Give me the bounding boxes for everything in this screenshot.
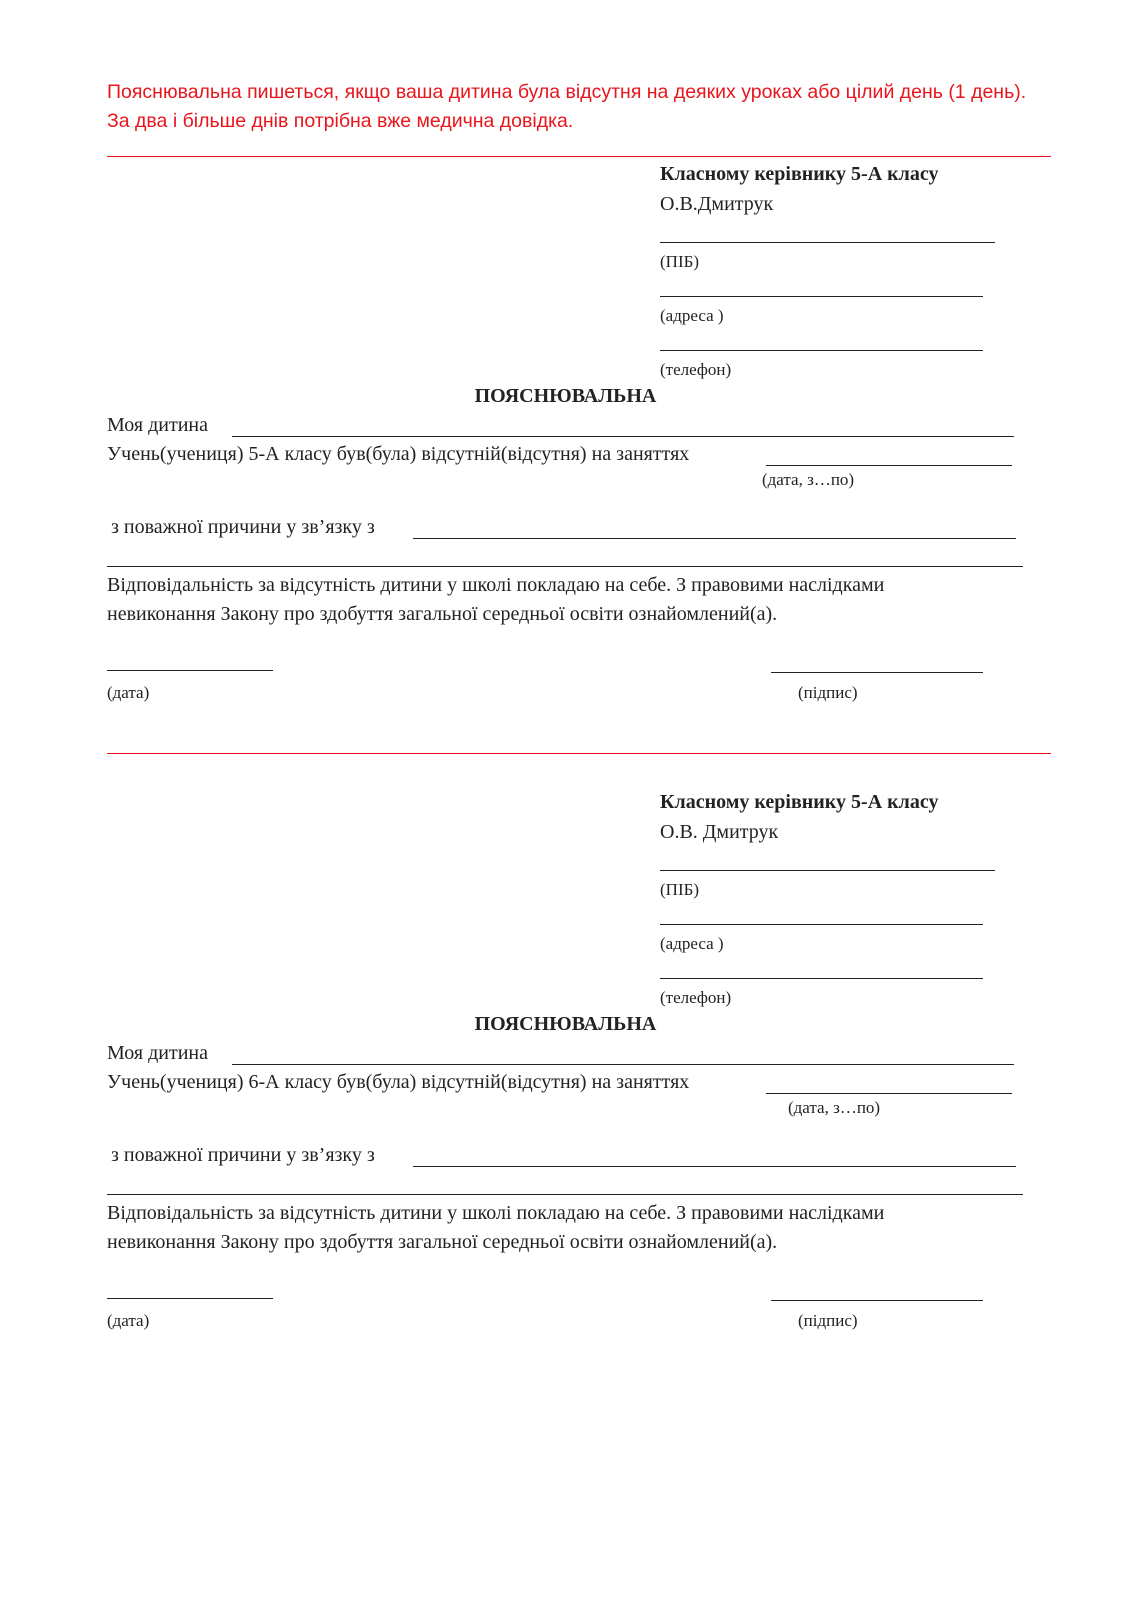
responsibility-text-2: невиконання Закону про здобуття загальної середньої освіти ознайомлений(а). <box>107 1231 778 1253</box>
phone-field-label: (телефон) <box>660 988 732 1007</box>
date-label: (дата) <box>107 683 150 702</box>
child-name-line[interactable] <box>232 1064 1014 1065</box>
signature-label: (підпис) <box>798 683 858 702</box>
date-line[interactable] <box>107 670 273 671</box>
responsibility-text-2: невиконання Закону про здобуття загальної середньої освіти ознайомлений(а). <box>107 603 778 625</box>
phone-field-line[interactable] <box>660 978 983 979</box>
teacher-name: О.В. Дмитрук <box>660 821 779 843</box>
my-child-label: Моя дитина <box>107 414 209 436</box>
reason-label: з поважної причини у зв’язку з <box>111 1144 375 1166</box>
teacher-name: О.В.Дмитрук <box>660 193 774 215</box>
signature-label: (підпис) <box>798 1311 858 1330</box>
name-field-line[interactable] <box>660 242 995 243</box>
address-field-line[interactable] <box>660 296 983 297</box>
responsibility-text-1: Відповідальність за відсутність дитини у школі покладаю на себе. З правовими наслідками <box>107 574 885 596</box>
reason-line-2[interactable] <box>107 566 1023 567</box>
absence-dates-line[interactable] <box>766 465 1012 466</box>
form-title: ПОЯСНЮВАЛЬНА <box>474 385 657 407</box>
cut-line-top <box>107 156 1051 157</box>
signature-line[interactable] <box>771 1300 983 1301</box>
cut-line-middle <box>107 753 1051 754</box>
student-absence-text: Учень(учениця) 6-А класу був(була) відсутній(відсутня) на заняттях <box>107 1071 690 1093</box>
form-title: ПОЯСНЮВАЛЬНА <box>474 1013 657 1035</box>
reason-label: з поважної причини у зв’язку з <box>111 516 375 538</box>
name-field-line[interactable] <box>660 870 995 871</box>
reason-line-2[interactable] <box>107 1194 1023 1195</box>
signature-line[interactable] <box>771 672 983 673</box>
address-field-line[interactable] <box>660 924 983 925</box>
my-child-label: Моя дитина <box>107 1042 209 1064</box>
child-name-line[interactable] <box>232 436 1014 437</box>
name-field-label: (ПІБ) <box>660 252 700 271</box>
reason-line[interactable] <box>413 1166 1016 1167</box>
date-range-label: (дата, з…по) <box>788 1098 881 1117</box>
absence-dates-line[interactable] <box>766 1093 1012 1094</box>
date-line[interactable] <box>107 1298 273 1299</box>
date-label: (дата) <box>107 1311 150 1330</box>
address-field-label: (адреса ) <box>660 306 724 325</box>
phone-field-label: (телефон) <box>660 360 732 379</box>
name-field-label: (ПІБ) <box>660 880 700 899</box>
addressee: Класному керівнику 5-А класу <box>660 163 939 185</box>
student-absence-text: Учень(учениця) 5-А класу був(була) відсутній(відсутня) на заняттях <box>107 443 690 465</box>
phone-field-line[interactable] <box>660 350 983 351</box>
address-field-label: (адреса ) <box>660 934 724 953</box>
date-range-label: (дата, з…по) <box>762 470 855 489</box>
addressee: Класному керівнику 5-А класу <box>660 791 939 813</box>
reason-line[interactable] <box>413 538 1016 539</box>
responsibility-text-1: Відповідальність за відсутність дитини у школі покладаю на себе. З правовими наслідками <box>107 1202 885 1224</box>
instruction-note: Пояснювальна пишеться, якщо ваша дитина була відсутня на деяких уроках або цілий день (1 день). За два і більше днів потрібна вже медична довідка. <box>107 81 1027 132</box>
